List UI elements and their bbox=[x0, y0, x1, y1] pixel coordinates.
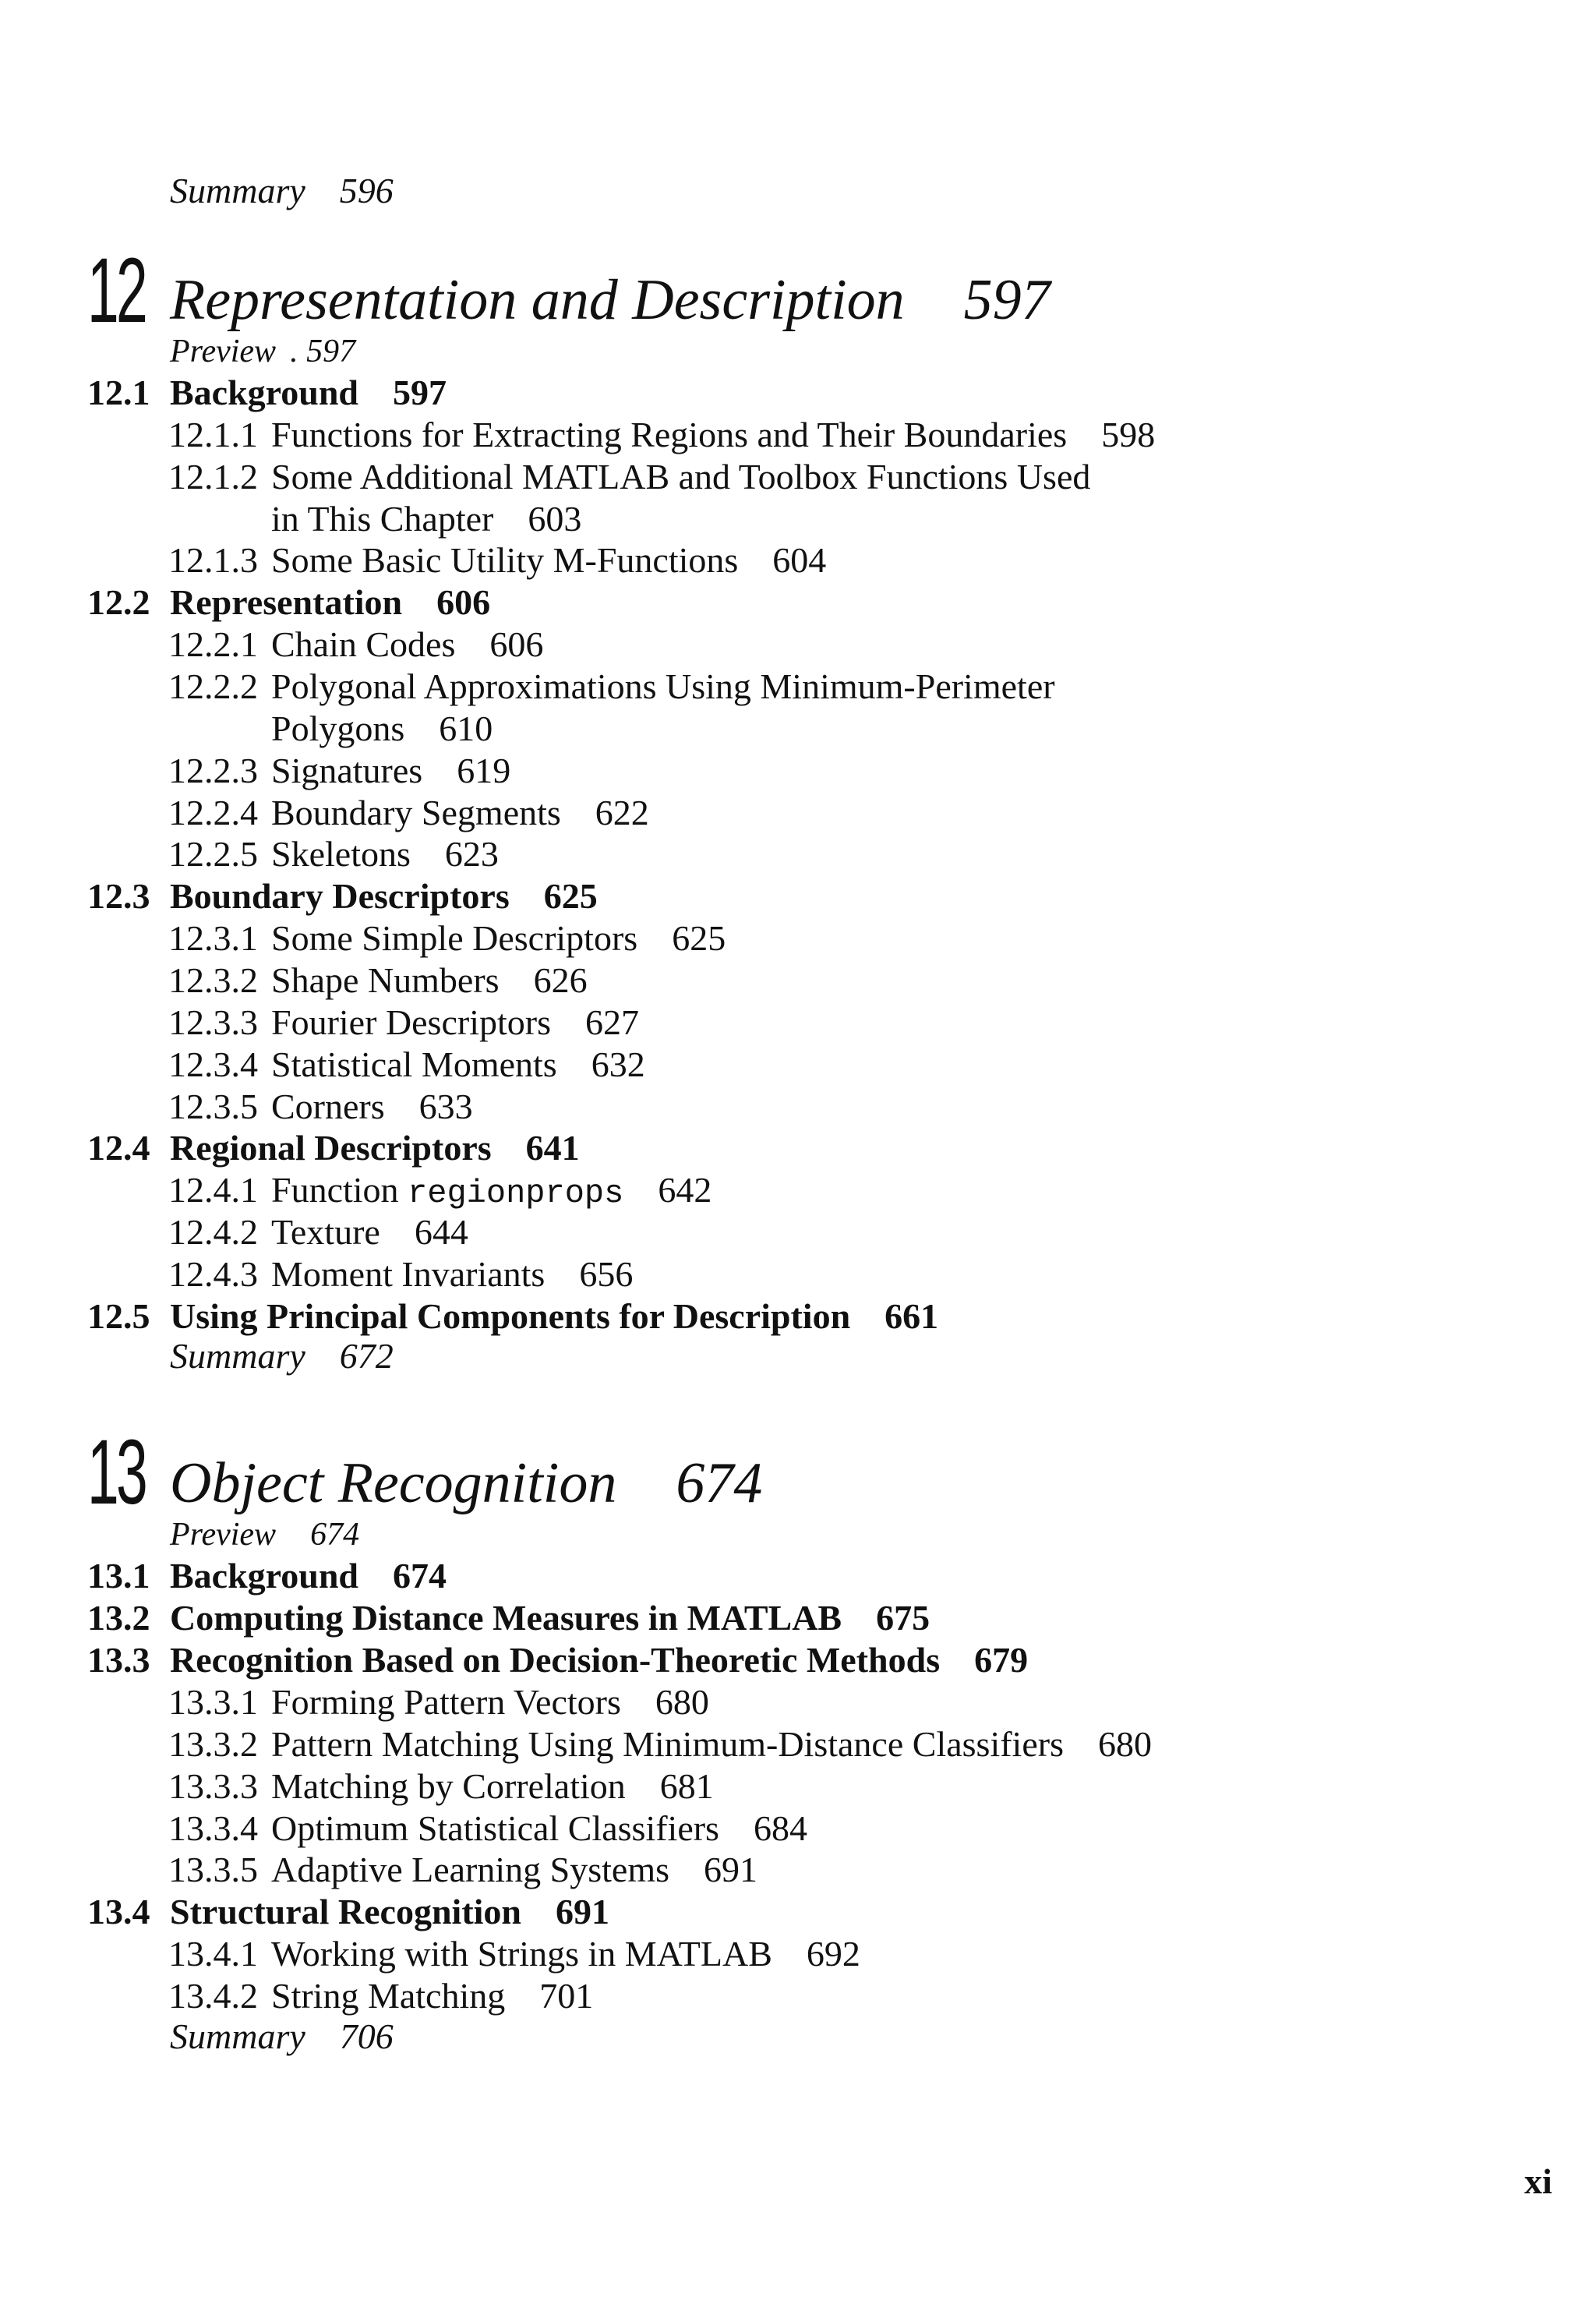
toc-subsection-entry[interactable] bbox=[168, 539, 826, 581]
subsection-number: 13.3.5 bbox=[168, 1850, 258, 1889]
toc-section-entry[interactable] bbox=[87, 1555, 447, 1597]
toc-section-entry[interactable] bbox=[87, 581, 490, 624]
toc-summary-entry[interactable] bbox=[170, 1335, 394, 1377]
page-number: 603 bbox=[528, 499, 582, 539]
toc-section-entry[interactable] bbox=[87, 1639, 1028, 1681]
subsection-title: Texture bbox=[271, 1212, 380, 1252]
preview-label: Preview bbox=[170, 334, 277, 369]
page-number: 681 bbox=[659, 1766, 714, 1806]
page-number: 626 bbox=[533, 960, 588, 1000]
page-folio: xi bbox=[1524, 2161, 1552, 2201]
subsection-title: Forming Pattern Vectors bbox=[271, 1682, 621, 1722]
subsection-title: Signatures bbox=[271, 751, 423, 790]
chapter-heading[interactable] bbox=[170, 1451, 762, 1515]
section-title: Background bbox=[170, 373, 359, 412]
summary-label: Summary bbox=[170, 1336, 305, 1376]
subsection-number: 12.2.3 bbox=[168, 751, 258, 790]
subsection-number: 12.2.2 bbox=[168, 666, 258, 706]
summary-label: Summary bbox=[170, 171, 305, 210]
subsection-number: 12.3.4 bbox=[168, 1044, 258, 1084]
toc-subsection-entry[interactable] bbox=[168, 1765, 714, 1808]
subsection-title: String Matching bbox=[271, 1976, 506, 2016]
toc-subsection-entry[interactable] bbox=[168, 1002, 639, 1044]
page-number: 674 bbox=[676, 1451, 763, 1515]
toc-subsection-entry[interactable] bbox=[168, 1933, 860, 1975]
subsection-title: Chain Codes bbox=[271, 624, 456, 664]
page-number: 633 bbox=[418, 1087, 473, 1126]
chapter-number: 12 bbox=[87, 239, 145, 342]
page-number: 632 bbox=[591, 1044, 645, 1084]
subsection-title: Pattern Matching Using Minimum-Distance Classifiers bbox=[271, 1724, 1064, 1764]
toc-subsection-entry[interactable] bbox=[168, 1681, 709, 1723]
chapter-number: 13 bbox=[87, 1421, 145, 1524]
section-number: 12.1 bbox=[87, 373, 150, 412]
subsection-number: 13.3.1 bbox=[168, 1682, 258, 1722]
subsection-title: Some Basic Utility M-Functions bbox=[271, 540, 739, 580]
page-number: 691 bbox=[556, 1892, 610, 1931]
subsection-number: 13.3.2 bbox=[168, 1724, 258, 1764]
toc-subsection-entry[interactable] bbox=[168, 1975, 593, 2017]
toc-section-entry[interactable] bbox=[87, 875, 598, 917]
subsection-number: 12.3.5 bbox=[168, 1087, 258, 1126]
toc-subsection-entry[interactable] bbox=[168, 792, 649, 834]
section-title: Background bbox=[170, 1556, 359, 1596]
subsection-number: 12.1.2 bbox=[168, 457, 258, 497]
subsection-title: Fourier Descriptors bbox=[271, 1002, 551, 1042]
page-number: 598 bbox=[1101, 415, 1156, 454]
subsection-title: Adaptive Learning Systems bbox=[271, 1850, 670, 1889]
section-title: Computing Distance Measures in MATLAB bbox=[170, 1598, 842, 1638]
toc-subsection-entry[interactable] bbox=[168, 1723, 1152, 1765]
section-number: 12.4 bbox=[87, 1128, 150, 1168]
section-title: Boundary Descriptors bbox=[170, 876, 510, 916]
toc-subsection-continuation[interactable] bbox=[168, 498, 581, 540]
chapter-title: Object Recognition bbox=[170, 1451, 617, 1515]
section-number: 13.4 bbox=[87, 1892, 150, 1931]
subsection-title: Boundary Segments bbox=[271, 793, 561, 832]
function-name-code: regionprops bbox=[408, 1175, 624, 1212]
preview-label: Preview bbox=[170, 1517, 277, 1553]
subsection-title-continued: Polygons bbox=[271, 709, 405, 748]
toc-subsection-entry[interactable] bbox=[168, 456, 1090, 498]
subsection-number: 12.2.1 bbox=[168, 624, 258, 664]
page-number: 656 bbox=[579, 1254, 634, 1294]
page-number: 701 bbox=[539, 1976, 594, 2016]
page-number: 619 bbox=[457, 751, 511, 790]
subsection-number: 13.4.2 bbox=[168, 1976, 258, 2016]
section-number: 13.2 bbox=[87, 1598, 150, 1638]
toc-section-entry[interactable] bbox=[87, 1127, 580, 1169]
subsection-number: 12.3.1 bbox=[168, 918, 258, 958]
subsection-number: 12.4.3 bbox=[168, 1254, 258, 1294]
toc-subsection-entry[interactable] bbox=[168, 414, 1155, 456]
section-title: Representation bbox=[170, 582, 403, 622]
subsection-title: Matching by Correlation bbox=[271, 1766, 626, 1806]
subsection-title: Moment Invariants bbox=[271, 1254, 546, 1294]
subsection-title: Working with Strings in MATLAB bbox=[271, 1934, 772, 1974]
toc-subsection-entry[interactable] bbox=[168, 1253, 633, 1295]
toc-subsection-entry[interactable] bbox=[168, 1169, 711, 1214]
section-title: Recognition Based on Decision-Theoretic Methods bbox=[170, 1640, 941, 1680]
page-number: 684 bbox=[753, 1808, 807, 1848]
subsection-number: 12.3.3 bbox=[168, 1002, 258, 1042]
chapter-heading[interactable] bbox=[170, 268, 1050, 332]
section-number: 13.3 bbox=[87, 1640, 150, 1680]
toc-subsection-entry[interactable] bbox=[168, 1086, 473, 1128]
toc-subsection-entry[interactable] bbox=[168, 833, 499, 875]
section-number: 12.3 bbox=[87, 876, 150, 916]
toc-subsection-entry[interactable] bbox=[168, 1808, 807, 1850]
subsection-number: 13.3.3 bbox=[168, 1766, 258, 1806]
page-number: 625 bbox=[672, 918, 726, 958]
toc-subsection-entry[interactable] bbox=[168, 1849, 757, 1891]
page-number: 604 bbox=[772, 540, 827, 580]
toc-section-entry[interactable] bbox=[87, 372, 447, 414]
toc-subsection-entry[interactable] bbox=[168, 917, 726, 959]
page-number: 706 bbox=[339, 2016, 394, 2056]
subsection-title: Some Simple Descriptors bbox=[271, 918, 638, 958]
page-number: 674 bbox=[393, 1556, 447, 1596]
summary-label: Summary bbox=[170, 2016, 305, 2056]
subsection-title: Functions for Extracting Regions and Their Boundaries bbox=[271, 415, 1068, 454]
toc-subsection-continuation[interactable] bbox=[168, 708, 493, 750]
subsection-number: 12.2.4 bbox=[168, 793, 258, 832]
subsection-number: 12.2.5 bbox=[168, 834, 258, 874]
subsection-number: 12.4.1 bbox=[168, 1170, 258, 1210]
page-number: 691 bbox=[704, 1850, 758, 1889]
section-title: Structural Recognition bbox=[170, 1892, 522, 1931]
subsection-title: Statistical Moments bbox=[271, 1044, 557, 1084]
page-number: 642 bbox=[658, 1170, 712, 1210]
section-number: 13.1 bbox=[87, 1556, 150, 1596]
page-number: 625 bbox=[543, 876, 598, 916]
page-number: 661 bbox=[885, 1296, 939, 1336]
subsection-title: Corners bbox=[271, 1087, 385, 1126]
toc-section-entry[interactable] bbox=[87, 1295, 938, 1338]
toc-section-entry[interactable] bbox=[87, 1891, 609, 1933]
page-number: 674 bbox=[310, 1517, 360, 1553]
page-number: 623 bbox=[444, 834, 499, 874]
page-number: 680 bbox=[655, 1682, 709, 1722]
page-number: 672 bbox=[339, 1336, 394, 1376]
toc-preview-entry[interactable] bbox=[170, 1514, 359, 1556]
page-number: 606 bbox=[489, 624, 544, 664]
toc-preview-entry[interactable] bbox=[170, 330, 355, 373]
subsection-title: Shape Numbers bbox=[271, 960, 500, 1000]
toc-subsection-entry[interactable] bbox=[168, 959, 588, 1002]
page-number: 641 bbox=[525, 1128, 580, 1168]
subsection-number: 13.4.1 bbox=[168, 1934, 258, 1974]
subsection-title-continued: in This Chapter bbox=[271, 499, 494, 539]
page-number: 644 bbox=[414, 1212, 468, 1252]
page-number: 606 bbox=[436, 582, 491, 622]
subsection-title: Optimum Statistical Classifiers bbox=[271, 1808, 719, 1848]
chapter-title: Representation and Description bbox=[170, 268, 905, 332]
subsection-number: 12.1.3 bbox=[168, 540, 258, 580]
toc-subsection-entry[interactable] bbox=[168, 666, 1055, 708]
toc-summary-entry[interactable] bbox=[170, 170, 394, 212]
page-number: 627 bbox=[584, 1002, 639, 1042]
subsection-number: 12.1.1 bbox=[168, 415, 258, 454]
toc-subsection-entry[interactable] bbox=[168, 624, 543, 666]
subsection-title: Some Additional MATLAB and Toolbox Functions Used bbox=[271, 457, 1091, 497]
page-number: 680 bbox=[1097, 1724, 1152, 1764]
subsection-title: Polygonal Approximations Using Minimum-Perimeter bbox=[271, 666, 1055, 706]
section-title: Using Principal Components for Description bbox=[170, 1296, 851, 1336]
page-number: 610 bbox=[439, 709, 493, 748]
page-number: 692 bbox=[806, 1934, 860, 1974]
page-number: . 597 bbox=[290, 334, 356, 369]
toc-summary-entry[interactable] bbox=[170, 2016, 394, 2058]
page-number: 596 bbox=[339, 171, 394, 210]
toc-section-entry[interactable] bbox=[87, 1597, 930, 1639]
page-number: 597 bbox=[393, 373, 447, 412]
section-number: 12.5 bbox=[87, 1296, 150, 1336]
subsection-number: 13.3.4 bbox=[168, 1808, 258, 1848]
subsection-title: Skeletons bbox=[271, 834, 411, 874]
page-number: 679 bbox=[974, 1640, 1029, 1680]
page-number: 597 bbox=[963, 268, 1050, 332]
toc-subsection-entry[interactable] bbox=[168, 750, 510, 792]
section-title: Regional Descriptors bbox=[170, 1128, 492, 1168]
subsection-title: Function bbox=[271, 1170, 399, 1210]
page-number: 675 bbox=[876, 1598, 930, 1638]
page-number: 622 bbox=[595, 793, 649, 832]
toc-subsection-entry[interactable] bbox=[168, 1211, 468, 1253]
toc-subsection-entry[interactable] bbox=[168, 1044, 645, 1086]
subsection-number: 12.4.2 bbox=[168, 1212, 258, 1252]
section-number: 12.2 bbox=[87, 582, 150, 622]
subsection-number: 12.3.2 bbox=[168, 960, 258, 1000]
